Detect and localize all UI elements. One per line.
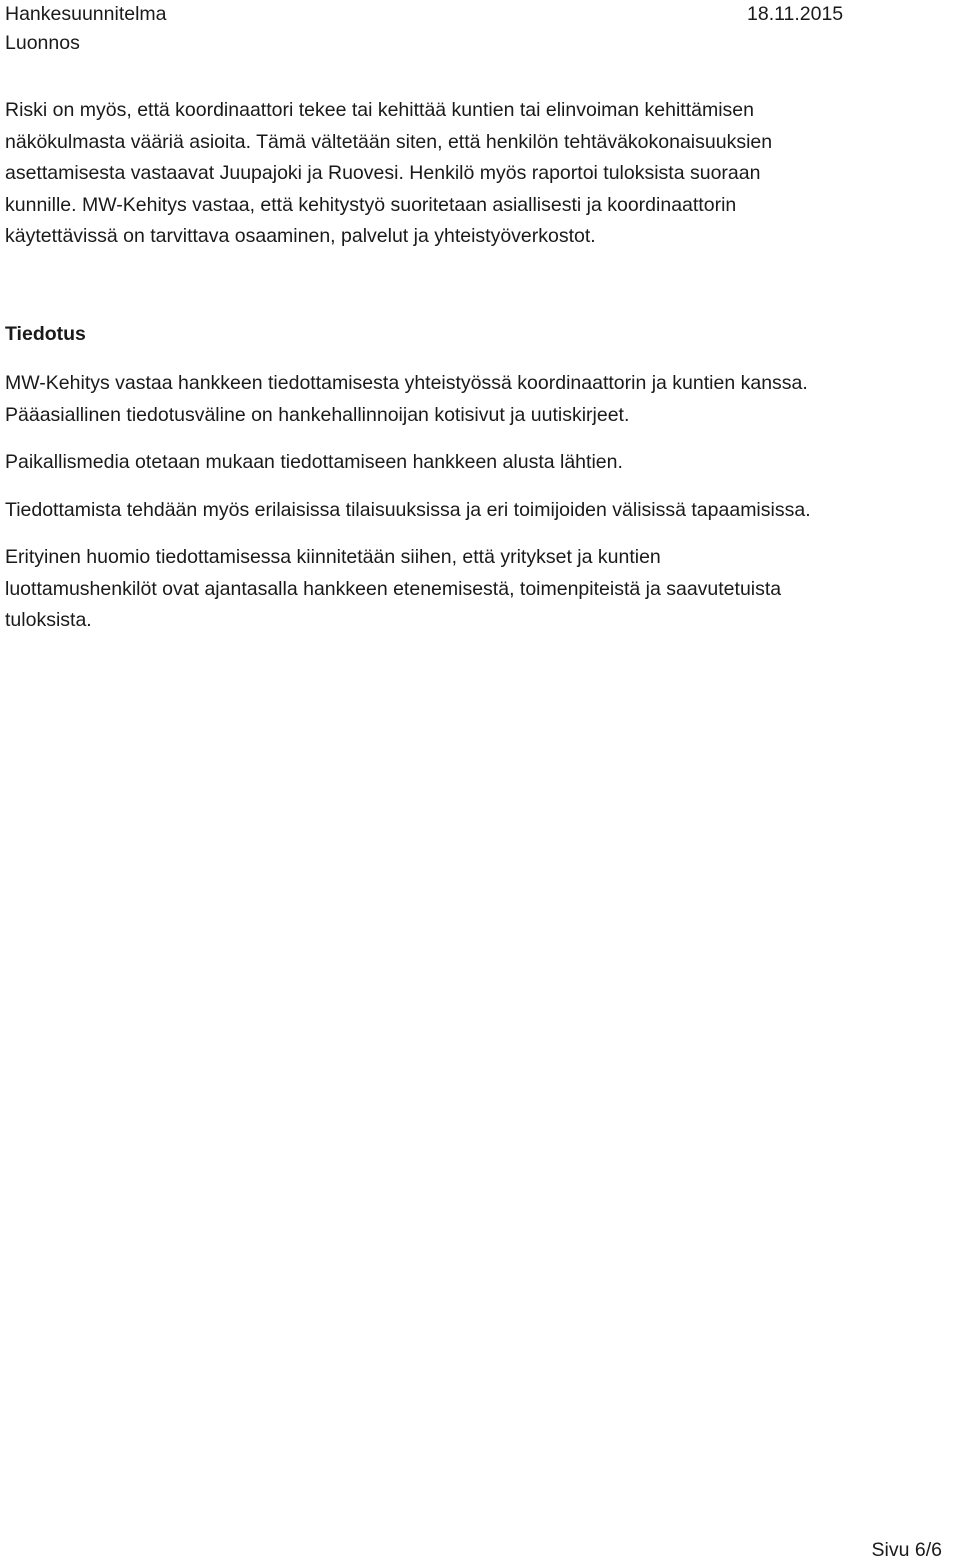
text-line: käytettävissä on tarvittava osaaminen, palvelut ja yhteistyöverkostot. — [5, 225, 596, 247]
special-attention-paragraph — [5, 542, 955, 637]
text-line: asettamisesta vastaavat Juupajoki ja Ruovesi. Henkilö myös raportoi tuloksista suoraan — [5, 162, 761, 184]
page-number: Sivu 6/6 — [871, 1539, 942, 1561]
section-heading: Tiedotus — [5, 322, 86, 345]
text-line: näkökulmasta vääriä asioita. Tämä vältetään siten, että henkilön tehtäväkokonaisuuksien — [5, 130, 773, 153]
text-line: Pääasiallinen tiedotusväline on hankehallinnoijan kotisivut ja uutiskirjeet. — [5, 403, 630, 426]
text-line: Erityinen huomio tiedottamisessa kiinnitetään siihen, että yritykset ja kuntien — [5, 546, 661, 568]
document-title: Hankesuunnitelma — [5, 3, 167, 25]
document-date: 18.11.2015 — [747, 3, 844, 25]
risk-paragraph — [5, 95, 955, 253]
text-line: MW-Kehitys vastaa hankkeen tiedottamisesta yhteistyössä koordinaattorin ja kuntien kanssa. — [5, 372, 808, 394]
document-header — [5, 0, 167, 58]
text-line: tuloksista. — [5, 609, 92, 631]
text-line: kunnille. MW-Kehitys vastaa, että kehitystyö suoritetaan asiallisesti ja koordinaattorin — [5, 193, 737, 216]
communication-paragraph — [5, 368, 955, 431]
local-media-paragraph: Paikallismedia otetaan mukaan tiedottamiseen hankkeen alusta lähtien. — [5, 451, 623, 473]
text-line: luottamushenkilöt ovat ajantasalla hankkeen etenemisestä, toimenpiteistä ja saavutetuista — [5, 577, 782, 600]
document-status: Luonnos — [5, 32, 80, 54]
events-paragraph: Tiedottamista tehdään myös erilaisissa tilaisuuksissa ja eri toimijoiden välisissä tapaamisissa. — [5, 498, 811, 521]
document-body — [5, 95, 955, 637]
text-line: Riski on myös, että koordinaattori tekee tai kehittää kuntien tai elinvoiman kehittämisen — [5, 99, 754, 121]
